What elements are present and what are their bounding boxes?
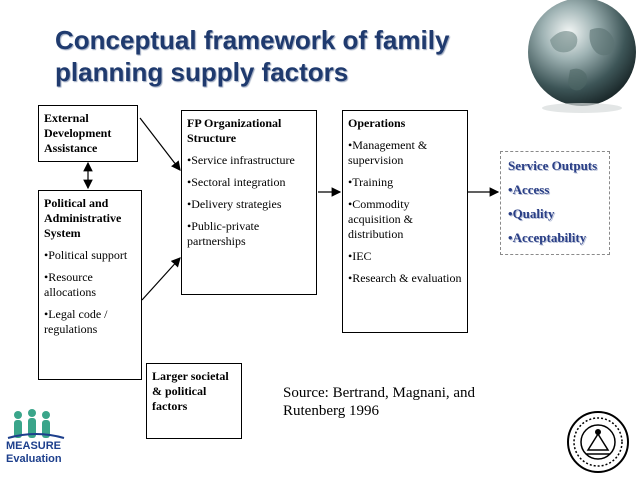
- operations-item: • IEC: [348, 249, 463, 264]
- political-system-box: [38, 190, 142, 380]
- outputs-item: • Acceptability: [508, 230, 605, 246]
- outputs-item: • Access: [508, 182, 605, 198]
- fp-org-item: • Sectoral integration: [187, 175, 312, 190]
- external-assistance-box: [38, 105, 138, 162]
- external-heading: External Development Assistance: [44, 111, 112, 155]
- operations-heading: Operations: [348, 116, 406, 130]
- source-line-2: Rutenberg 1996: [283, 403, 379, 419]
- operations-item: • Training: [348, 175, 463, 190]
- political-item: • Resource allocations: [44, 270, 137, 300]
- logo-line-2: Evaluation: [6, 453, 62, 465]
- logo-line-1: MEASURE: [6, 440, 62, 452]
- title-line-2: planning supply factors: [55, 57, 349, 87]
- fp-organizational-box: [181, 110, 317, 295]
- larger-factors-box: [146, 363, 242, 439]
- title-line-1: Conceptual framework of family: [55, 25, 450, 55]
- arrow-external-to-fp: [140, 118, 180, 170]
- fp-org-item: • Delivery strategies: [187, 197, 312, 212]
- political-item: • Political support: [44, 248, 137, 263]
- source-line-1: Source: Bertrand, Magnani, and: [283, 385, 476, 401]
- political-heading: Political and Administrative System: [44, 196, 122, 240]
- logo-wordmark: [6, 440, 62, 466]
- seal-emblem: [566, 410, 630, 474]
- operations-item: • Commodity acquisition & distribution: [348, 197, 463, 242]
- operations-box: [342, 110, 468, 333]
- fp-org-heading: FP Organizational Structure: [187, 116, 282, 145]
- operations-item: • Management & supervision: [348, 138, 463, 168]
- political-item: • Legal code / regulations: [44, 307, 137, 337]
- fp-org-item: • Public-private partnerships: [187, 219, 312, 249]
- arrow-political-to-fp: [142, 258, 180, 300]
- service-outputs-box: [500, 151, 610, 255]
- source-citation: [283, 384, 475, 420]
- outputs-heading: Service Outputs: [508, 158, 598, 173]
- operations-item: • Research & evaluation: [348, 271, 463, 286]
- fp-org-item: • Service infrastructure: [187, 153, 312, 168]
- outputs-item: • Quality: [508, 206, 605, 222]
- larger-heading: Larger societal & political factors: [152, 369, 229, 413]
